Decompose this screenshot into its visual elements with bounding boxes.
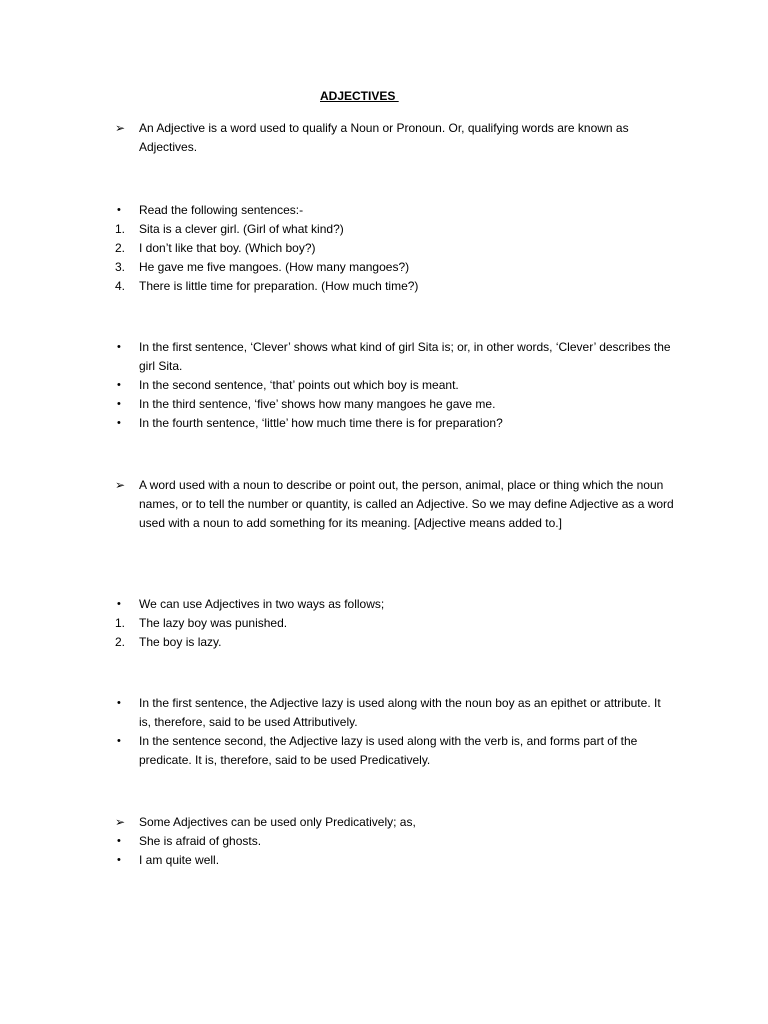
section-5: [115, 595, 675, 652]
list-item: [115, 201, 675, 220]
list-item: [115, 258, 675, 277]
arrow-bullet-icon: ➢: [115, 478, 126, 492]
list-item: [115, 694, 675, 732]
list-item: [115, 813, 675, 832]
list-number: 3.: [115, 260, 126, 274]
arrow-bullet-icon: ➢: [115, 815, 126, 829]
list-item: [115, 595, 675, 614]
list-item: [115, 239, 675, 258]
list-item-text: We can use Adjectives in two ways as follows;: [139, 597, 385, 611]
list-number: 4.: [115, 279, 126, 293]
section-2: [115, 201, 675, 296]
arrow-bullet-icon: ➢: [115, 121, 126, 135]
list-item: [115, 633, 675, 652]
bullet-icon: •: [117, 341, 121, 353]
list-item-text: I am quite well.: [139, 853, 220, 867]
list-item: [115, 277, 675, 296]
section-7: [115, 813, 675, 870]
bullet-icon: •: [117, 379, 121, 391]
list-item-text: In the second sentence, ‘that’ points out which boy is meant.: [139, 378, 459, 392]
list-number: 1.: [115, 616, 126, 630]
list-item: [115, 614, 675, 633]
list-item: [115, 220, 675, 239]
bullet-icon: •: [117, 204, 121, 216]
list-item-text: He gave me five mangoes. (How many mangoes?): [139, 260, 410, 274]
list-item-text: In the fourth sentence, ‘little’ how much time there is for preparation?: [139, 416, 503, 430]
list-item: [115, 119, 675, 157]
list-item-text: A word used with a noun to describe or point out, the person, animal, place or thing which the noun names, or to tell the number or quantity, is called an Adjective. So we may define Adjective as a word used with a noun to add something for its meaning. [Adjective means added to.]: [139, 478, 674, 530]
list-item-text: In the first sentence, the Adjective lazy is used along with the noun boy as an epithet or attribute. It is, therefore, said to be used Attributively.: [139, 696, 661, 729]
list-item-text: Some Adjectives can be used only Predicatively; as,: [139, 815, 416, 829]
list-item-text: In the third sentence, ‘five’ shows how many mangoes he gave me.: [139, 397, 496, 411]
bullet-icon: •: [117, 697, 121, 709]
list-item-text: In the sentence second, the Adjective lazy is used along with the verb is, and forms part of the predicate. It is, therefore, said to be used Predicatively.: [139, 734, 638, 767]
page-title: ADJECTIVES: [320, 89, 399, 103]
list-item: [115, 376, 675, 395]
list-item-text: In the first sentence, ‘Clever’ shows what kind of girl Sita is; or, in other words, ‘Clever’ describes the girl Sita.: [139, 340, 671, 373]
list-item-text: The lazy boy was punished.: [139, 616, 288, 630]
list-item: [115, 732, 675, 770]
list-item-text: The boy is lazy.: [139, 635, 222, 649]
bullet-icon: •: [117, 735, 121, 747]
list-item-text: An Adjective is a word used to qualify a Noun or Pronoun. Or, qualifying words are known as Adjectives.: [139, 121, 629, 154]
list-item-text: I don’t like that boy. (Which boy?): [139, 241, 316, 255]
bullet-icon: •: [117, 398, 121, 410]
list-item-text: There is little time for preparation. (How much time?): [139, 279, 419, 293]
list-item: [115, 338, 675, 376]
list-item: [115, 832, 675, 851]
section-6: [115, 694, 675, 770]
bullet-icon: •: [117, 417, 121, 429]
list-item: [115, 851, 675, 870]
list-number: 1.: [115, 222, 126, 236]
list-number: 2.: [115, 241, 126, 255]
list-item: [115, 476, 675, 533]
list-number: 2.: [115, 635, 126, 649]
list-item-text: Sita is a clever girl. (Girl of what kind?): [139, 222, 344, 236]
section-4: [115, 476, 675, 533]
list-item-text: She is afraid of ghosts.: [139, 834, 262, 848]
section-1: [115, 119, 675, 157]
bullet-icon: •: [117, 598, 121, 610]
bullet-icon: •: [117, 854, 121, 866]
bullet-icon: •: [117, 835, 121, 847]
list-item: [115, 395, 675, 414]
list-item-text: Read the following sentences:-: [139, 203, 304, 217]
list-item: [115, 414, 675, 433]
section-3: [115, 338, 675, 433]
